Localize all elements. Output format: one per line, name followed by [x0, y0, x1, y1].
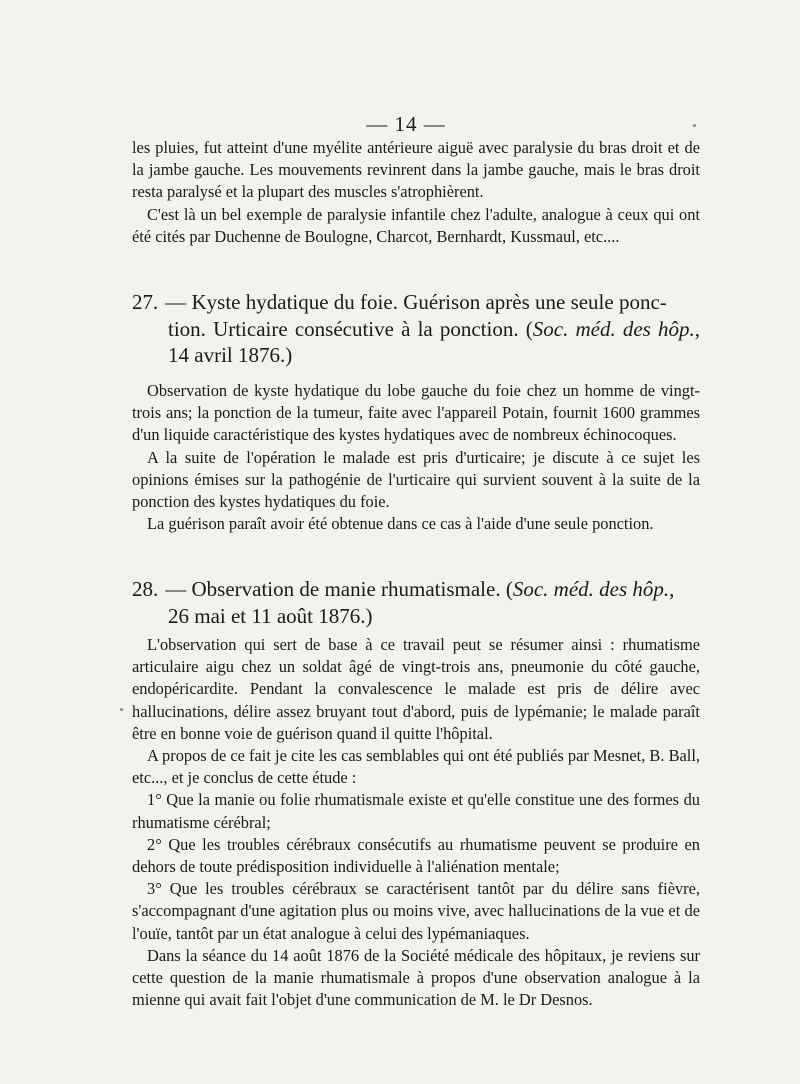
- section-28-title: Observation de manie rhumatismale. (: [191, 577, 513, 601]
- section-28-dash: —: [165, 577, 187, 601]
- section-28-body: [132, 634, 700, 1011]
- section-28-paragraph-6: Dans la séance du 14 août 1876 de la Société médicale des hôpitaux, je reviens sur cette question de la manie rhumatismale à propos d'une observation analogue à la mienne qui avait fait l'objet d'une communication de M. le Dr Desnos.: [132, 945, 700, 1010]
- section-27-paragraph-1: Observation de kyste hydatique du lobe gauche du foie chez un homme de vingt-trois ans; la ponction de la tumeur, faite avec l'appareil Potain, fournit 1600 grammes d'un liquide caractéristique des kystes hydatiques avec de nombreux échinocoques.: [132, 381, 700, 445]
- section-28-paragraph-5: 3° Que les troubles cérébraux se caractérisent tantôt par du délire sans fièvre, s'accompagnant d'une agitation plus ou moins vive, avec hallucinations de la vue et de l'ouïe, tantôt par un état analogue à celui des lypémaniaques.: [132, 879, 700, 943]
- section-27-paragraph-2: A la suite de l'opération le malade est pris d'urticaire; je discute à ce sujet les opinions émises sur la pathogénie de l'urticaire qui survient souvent à la suite de la ponction des kystes hydatiques du foie.: [132, 447, 700, 512]
- section-28-date-line2: 26 mai et 11 août 1876.): [168, 603, 373, 628]
- section-28-paragraph-4: 2° Que les troubles cérébraux consécutifs au rhumatisme peuvent se produire en dehors de toute prédisposition individuelle à l'aliénation mentale;: [132, 834, 700, 877]
- section-28-number: 28.: [132, 577, 159, 601]
- section-27-title-line1: Kyste hydatique du foie. Guérison après une seule ponc-: [191, 290, 667, 314]
- section-27-body: [132, 380, 700, 535]
- page-number: — 14 —: [366, 112, 446, 136]
- section-28-paragraph-1: L'observation qui sert de base à ce travail peut se résumer ainsi : rhumatisme articulaire aigu chez un soldat âgé de vingt-trois ans, pneumonie du côté gauche, endopéricardite. Pendant la convalescence le malade est pris de délire avec hallucinations, délire assez bruyant tout d'abord, puis de lypémanie; le malade paraît être en bonne voie de guérison quand il quitte l'hôpital.: [132, 635, 700, 743]
- intro-block: [132, 137, 700, 248]
- section-28-date: ,: [669, 577, 675, 601]
- section-27-title-line2: tion. Urticaire consécutive à la ponction. (: [168, 316, 533, 341]
- section-27-number: 27.: [132, 290, 159, 314]
- section-27-heading: [132, 289, 700, 369]
- print-speck: [693, 124, 696, 127]
- print-speck: [120, 708, 123, 711]
- section-27-reference: Soc. méd. des hôp.: [532, 316, 695, 341]
- section-27-dash: —: [165, 290, 187, 314]
- section-28-heading: [132, 576, 700, 629]
- section-27-date: , 14 avril 1876.): [168, 316, 700, 367]
- intro-paragraph-2: C'est là un bel exemple de paralysie infantile chez l'adulte, analogue à ceux qui ont été cités par Duchenne de Boulogne, Charcot, Bernhardt, Kussmaul, etc....: [132, 204, 700, 246]
- section-28-paragraph-3: 1° Que la manie ou folie rhumatismale existe et qu'elle constitue une des formes du rhumatisme cérébral;: [132, 790, 700, 832]
- section-27-paragraph-3: La guérison paraît avoir été obtenue dans ce cas à l'aide d'une seule ponction.: [147, 514, 654, 534]
- section-28-reference: Soc. méd. des hôp.: [512, 577, 670, 601]
- section-28-paragraph-2: A propos de ce fait je cite les cas semblables qui ont été publiés par Mesnet, B. Ball, etc..., et je conclus de cette étude :: [132, 746, 700, 788]
- intro-paragraph-1: les pluies, fut atteint d'une myélite antérieure aiguë avec paralysie du bras droit et de la jambe gauche. Les mouvements revinrent dans la jambe gauche, mais le bras droit resta paralysé et la plupart des muscles s'atrophièrent.: [132, 138, 700, 202]
